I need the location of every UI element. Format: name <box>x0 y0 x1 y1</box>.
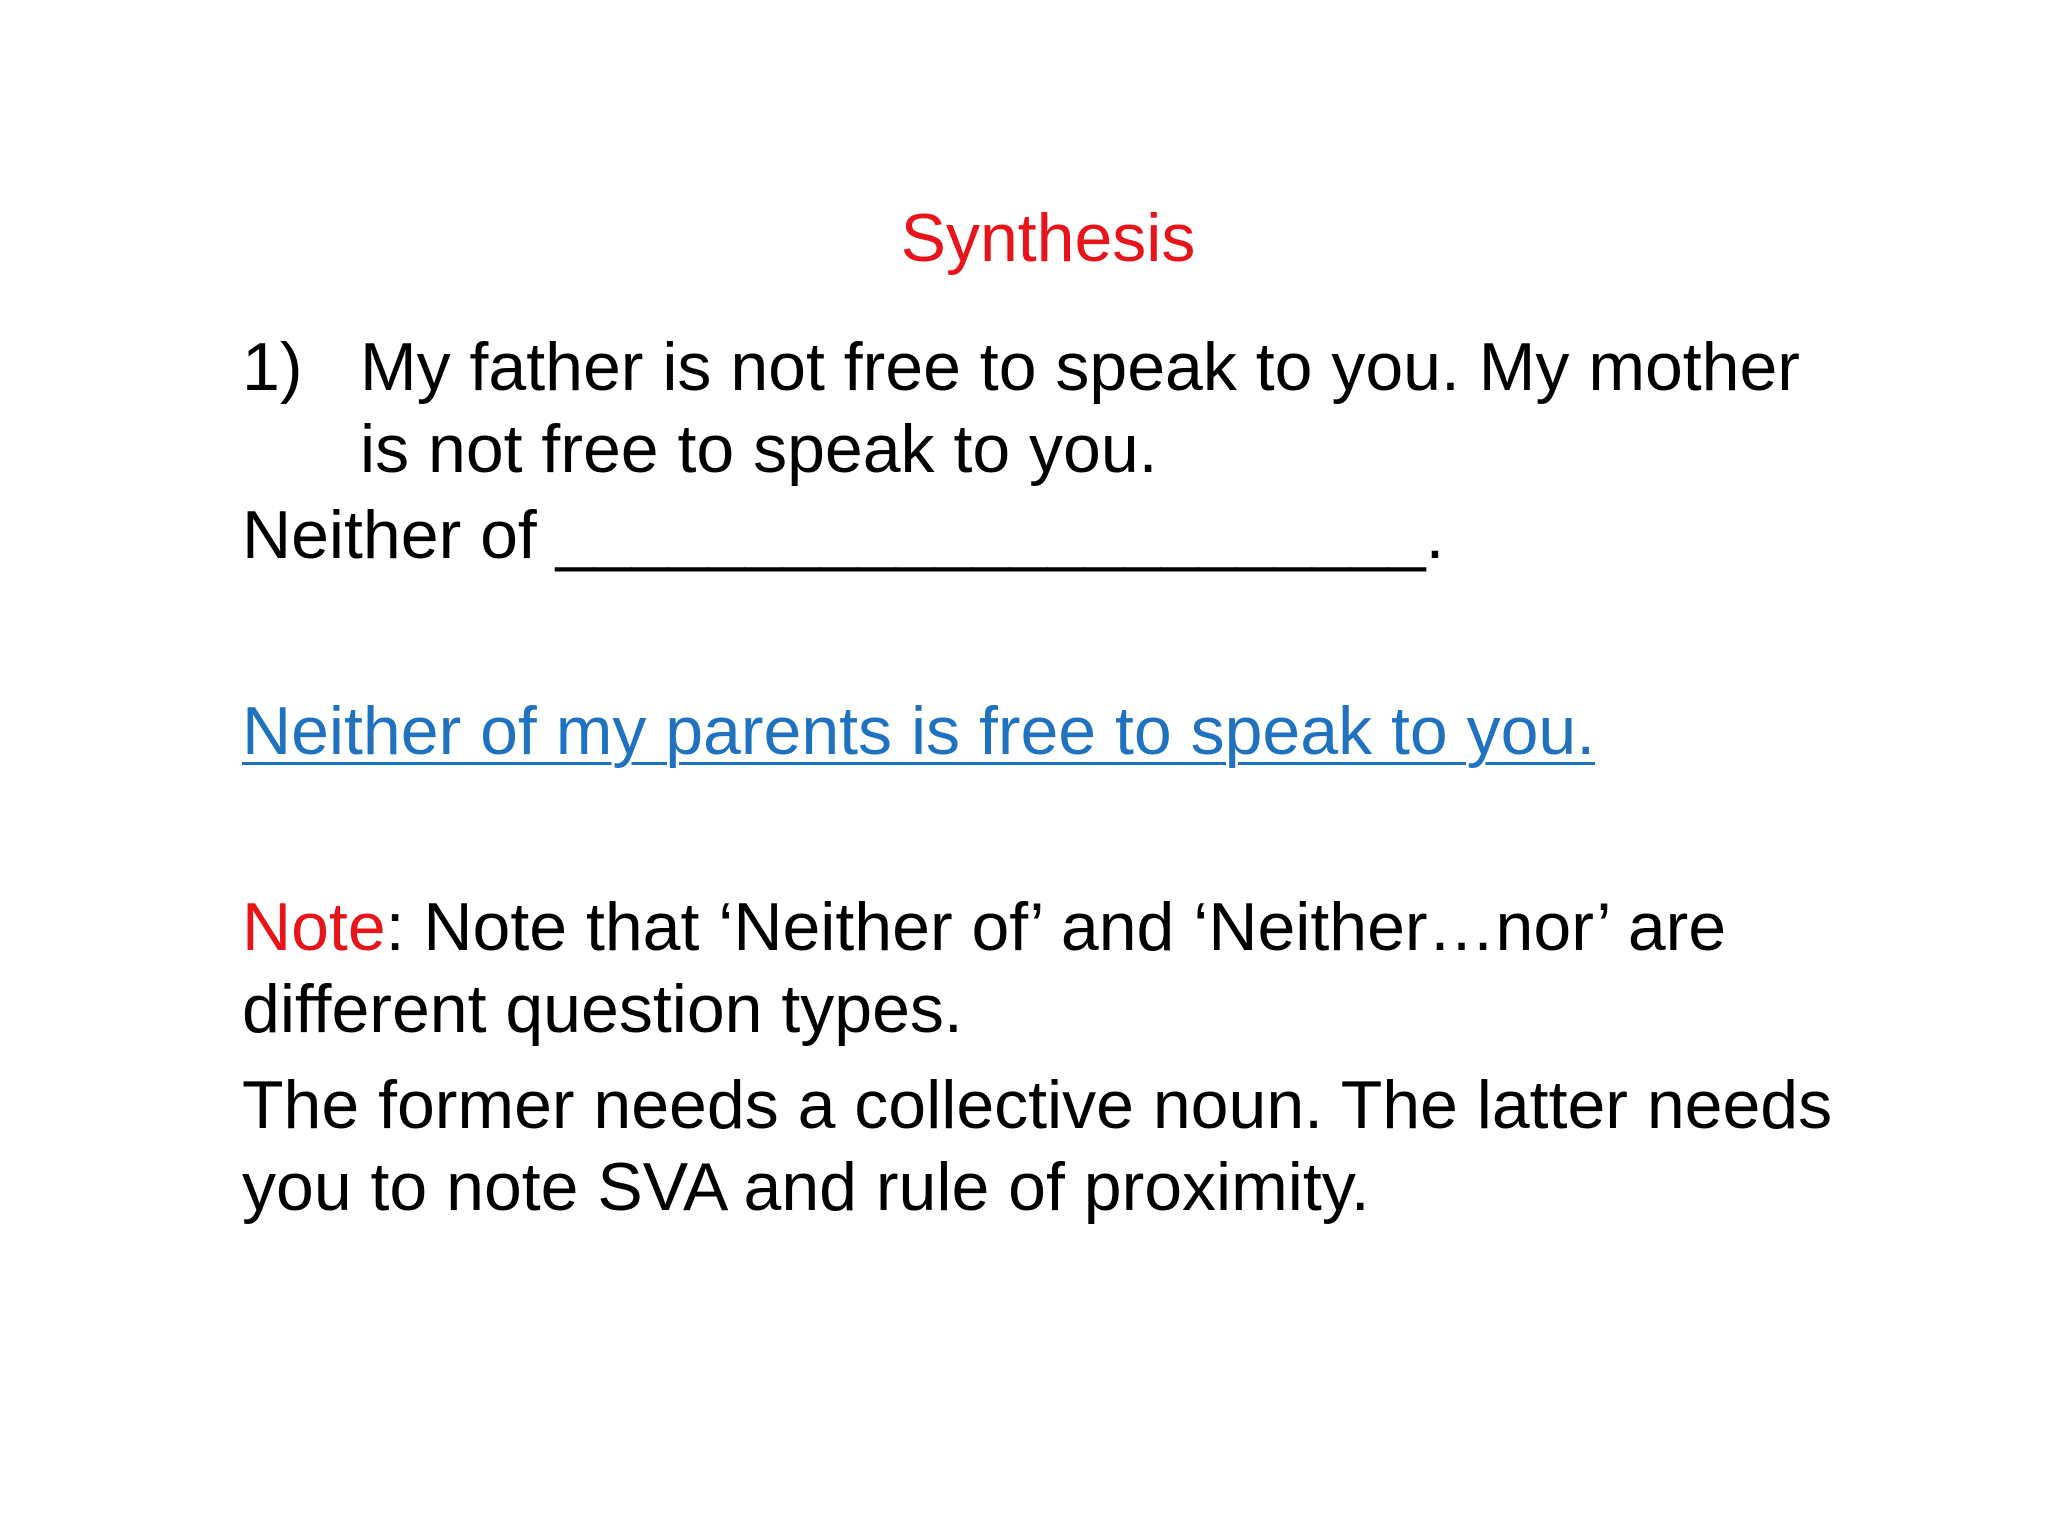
question-item <box>242 326 1862 490</box>
slide-content <box>242 326 1862 1228</box>
note-text: : Note that ‘Neither of’ and ‘Neither…nor’ are different question types. <box>242 889 1727 1047</box>
slide-title: Synthesis <box>900 200 1196 276</box>
question-text: My father is not free to speak to you. My mother is not free to speak to you. <box>360 329 1800 487</box>
note-paragraph <box>242 886 1862 1050</box>
fill-in-prompt: Neither of _______________________. <box>242 497 1445 573</box>
answer-sentence: Neither of my parents is free to speak to you. <box>242 693 1596 769</box>
explanation-paragraph: The former needs a collective noun. The latter needs you to note SVA and rule of proximity. <box>242 1067 1833 1225</box>
question-number: 1) <box>242 329 303 405</box>
note-label: Note <box>242 889 386 965</box>
